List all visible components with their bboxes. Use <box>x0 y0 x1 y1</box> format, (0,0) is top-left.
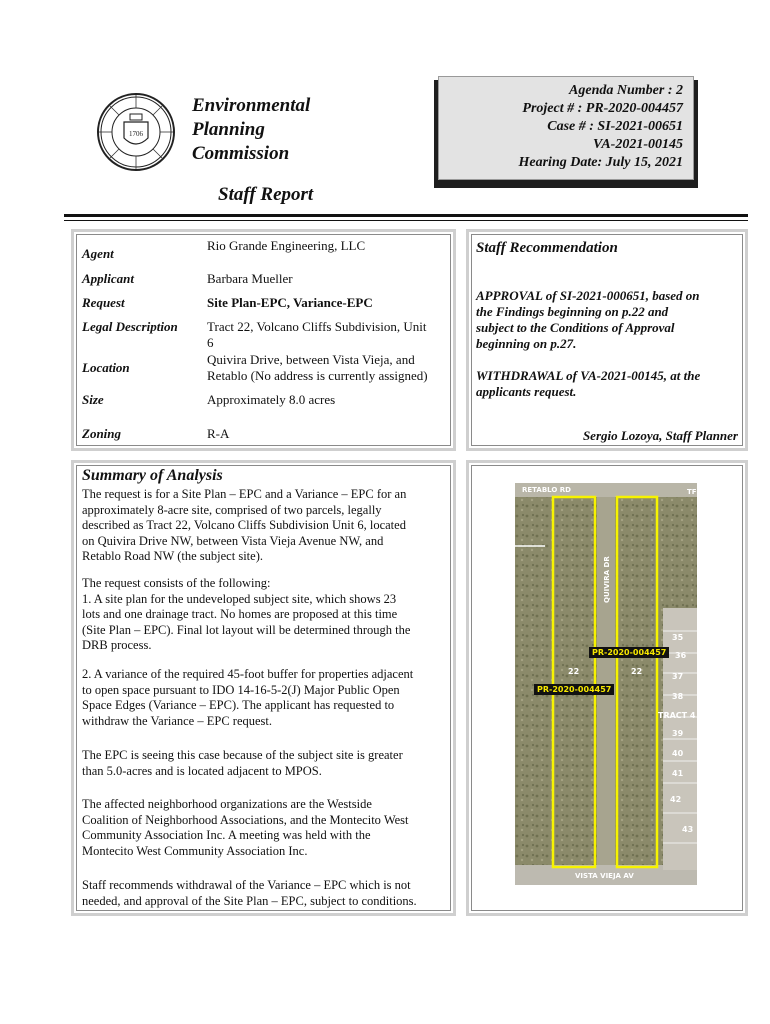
agenda-number: Agenda Number : 2 <box>569 83 683 98</box>
variance-case-number: VA-2021-00145 <box>593 137 683 152</box>
summary-title: Summary of Analysis <box>82 467 223 484</box>
header-rule-thick <box>64 214 748 217</box>
project-label-2: PR-2020-004457 <box>537 685 612 694</box>
legal-description-label: Legal Description <box>82 319 178 334</box>
legal-description-value-1: Tract 22, Volcano Cliffs Subdivision, Unit <box>207 319 427 334</box>
header-rule-thin <box>64 220 748 221</box>
lot-43: 43 <box>682 825 694 834</box>
approval-line-3: subject to the Conditions of Approval <box>476 320 675 335</box>
summary-paragraph-2: The request consists of the following: 1. A site plan for the undeveloped subject site, which shows 23 lots and one drainage tract. No homes are proposed at this time (Site Plan – EPC). Final lot layout will be determined through the DRB process. <box>82 576 411 652</box>
site-aerial-map <box>515 483 697 885</box>
summary-paragraph-1: The request is for a Site Plan – EPC and a Variance – EPC for an approximately 8-acre site, comprised of two parcels, legally described as Tract 22, Volcano Cliffs Subdivision Unit 6, located on Quivira Drive NW, between Vista Vieja Avenue NW, and Retablo Road NW (the subject site). <box>82 487 407 563</box>
staff-report-heading: Staff Report <box>218 184 314 205</box>
tract-label-west: 22 <box>568 667 580 676</box>
lot-38: 38 <box>672 692 684 701</box>
summary-paragraph-5: The affected neighborhood organizations are the Westside Coalition of Neighborhood Associations, and the Montecito West Community Association Inc. A meeting was held with the Montecito West Community Association Inc. <box>82 797 409 858</box>
approval-line-1: APPROVAL of SI-2021-000651, based on <box>476 288 700 303</box>
request-label: Request <box>82 295 125 310</box>
size-value: Approximately 8.0 acres <box>207 392 336 407</box>
request-value: Site Plan-EPC, Variance-EPC <box>207 295 373 310</box>
size-label: Size <box>82 392 104 407</box>
approval-line-2: the Findings beginning on p.22 and <box>476 304 669 319</box>
approval-line-4: beginning on p.27. <box>476 336 577 351</box>
withdrawal-line-1: WITHDRAWAL of VA-2021-00145, at the <box>476 368 701 383</box>
applicant-value: Barbara Mueller <box>207 271 293 286</box>
location-value-1: Quivira Drive, between Vista Vieja, and <box>207 352 415 367</box>
withdrawal-line-2: applicants request. <box>476 384 577 399</box>
title-line-3: Commission <box>192 143 290 164</box>
applicant-label: Applicant <box>82 271 135 286</box>
tract-label-east: 22 <box>631 667 643 676</box>
road-label-top-right: TF <box>687 488 697 496</box>
hearing-date: Hearing Date: July 15, 2021 <box>518 155 683 170</box>
lot-35: 35 <box>672 633 684 642</box>
location-label: Location <box>82 360 130 375</box>
staff-planner: Sergio Lozoya, Staff Planner <box>582 428 738 443</box>
lot-41: 41 <box>672 769 684 778</box>
svg-text:1706: 1706 <box>129 130 143 138</box>
agent-value: Rio Grande Engineering, LLC <box>207 238 366 253</box>
legal-description-value-2: 6 <box>207 335 214 350</box>
road-label-quivira: QUIVIRA DR <box>603 556 611 603</box>
summary-paragraph-6: Staff recommends withdrawal of the Variance – EPC which is not needed, and approval of the Site Plan – EPC, subject to conditions. <box>82 878 417 908</box>
title-line-1: Environmental <box>192 95 311 116</box>
road-label-retablo: RETABLO RD <box>522 486 571 494</box>
agent-label: Agent <box>82 246 114 261</box>
agenda-box <box>438 76 694 180</box>
lot-39: 39 <box>672 729 684 738</box>
lot-42: 42 <box>670 795 682 804</box>
road-label-vista-vieja: VISTA VIEJA AV <box>575 872 634 880</box>
lot-36: 36 <box>675 651 687 660</box>
summary-paragraph-4: The EPC is seeing this case because of the subject site is greater than 5.0-acres and is located adjacent to MPOS. <box>82 748 403 778</box>
tract-4-label: TRACT 4 <box>658 711 696 720</box>
quivira-drive <box>597 497 615 865</box>
recommendation-title: Staff Recommendation <box>476 240 618 256</box>
lot-37: 37 <box>672 672 684 681</box>
city-seal <box>96 92 176 172</box>
zoning-value: R-A <box>207 426 230 441</box>
lot-40: 40 <box>672 749 684 758</box>
project-label-1: PR-2020-004457 <box>592 648 667 657</box>
zoning-label: Zoning <box>82 426 122 441</box>
project-number: Project # : PR-2020-004457 <box>522 101 683 116</box>
case-number: Case # : SI-2021-00651 <box>547 119 683 134</box>
summary-paragraph-3: 2. A variance of the required 45-foot buffer for properties adjacent to open space pursuant to IDO 14-16-5-2(J) Major Public Open Space Edges (Variance – EPC). The applicant has requested to withdraw the Variance – EPC request. <box>82 667 414 728</box>
title-line-2: Planning <box>192 119 265 140</box>
location-value-2: Retablo (No address is currently assigned) <box>207 368 428 383</box>
